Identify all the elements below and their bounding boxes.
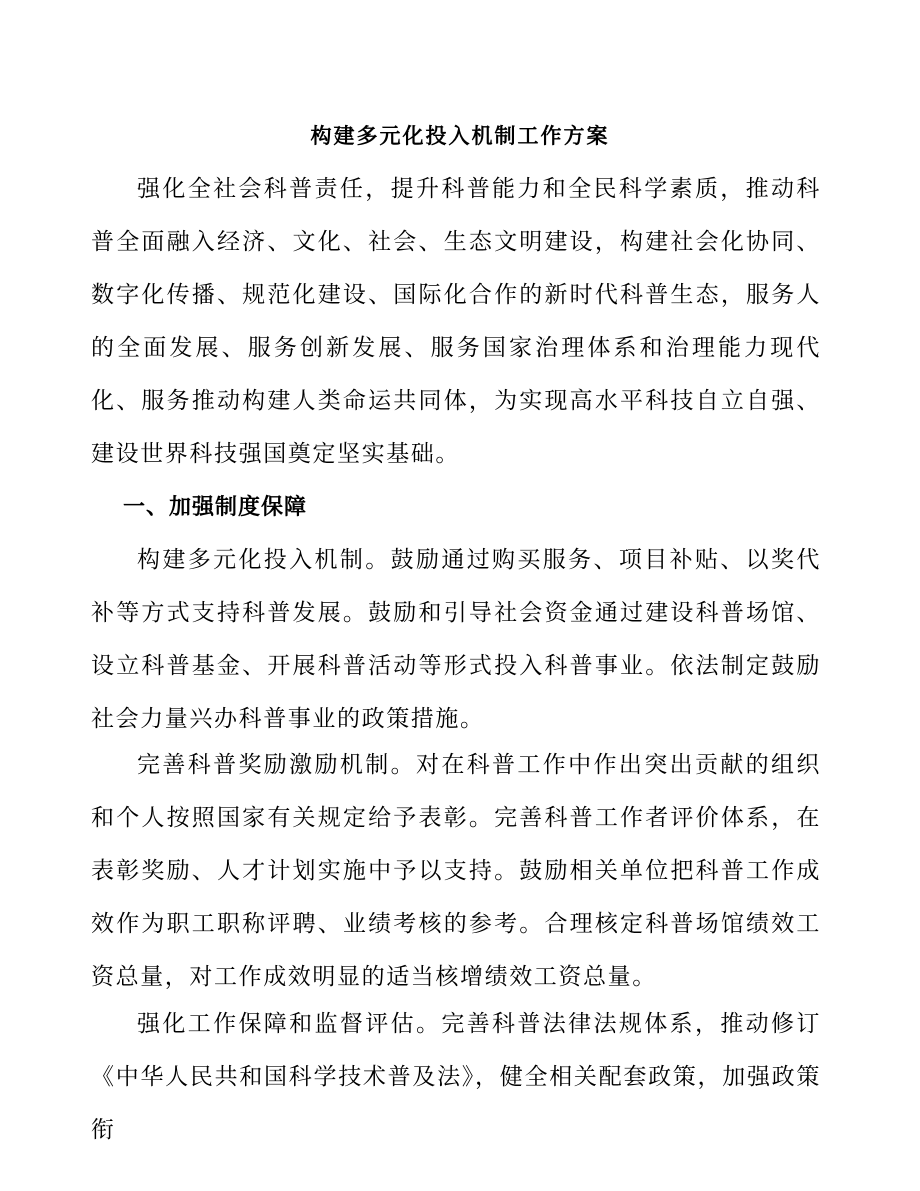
body-paragraph-supervision: 强化工作保障和监督评估。完善科普法律法规体系，推动修订《中华人民共和国科学技术普及法》，健全相关配套政策，加强政策衔 xyxy=(91,1011,821,1143)
document-title: 构建多元化投入机制工作方案 xyxy=(310,124,610,148)
section-heading: 一、加强制度保障 xyxy=(123,495,308,520)
body-paragraph-incentive: 完善科普奖励激励机制。对在科普工作中作出突出贡献的组织和个人按照国家有关规定给予表彰。完善科普工作者评价体系，在表彰奖励、人才计划实施中予以支持。鼓励相关单位把科普工作成效作为职工职称评聘、业绩考核的参考。合理核定科普场馆绩效工资总量，对工作成效明显的适当核增绩效工资总量。 xyxy=(91,752,821,990)
intro-paragraph: 强化全社会科普责任，提升科普能力和全民科学素质，推动科普全面融入经济、文化、社会、生态文明建设，构建社会化协同、数字化传播、规范化建设、国际化合作的新时代科普生态，服务人的全面发展、服务创新发展、服务国家治理体系和治理能力现代化、服务推动构建人类命运共同体，为实现高水平科技自立自强、建设世界科技强国奠定坚实基础。 xyxy=(91,176,821,467)
body-paragraph-investment: 构建多元化投入机制。鼓励通过购买服务、项目补贴、以奖代补等方式支持科普发展。鼓励和引导社会资金通过建设科普场馆、设立科普基金、开展科普活动等形式投入科普事业。依法制定鼓励社会力量兴办科普事业的政策措施。 xyxy=(91,547,821,732)
